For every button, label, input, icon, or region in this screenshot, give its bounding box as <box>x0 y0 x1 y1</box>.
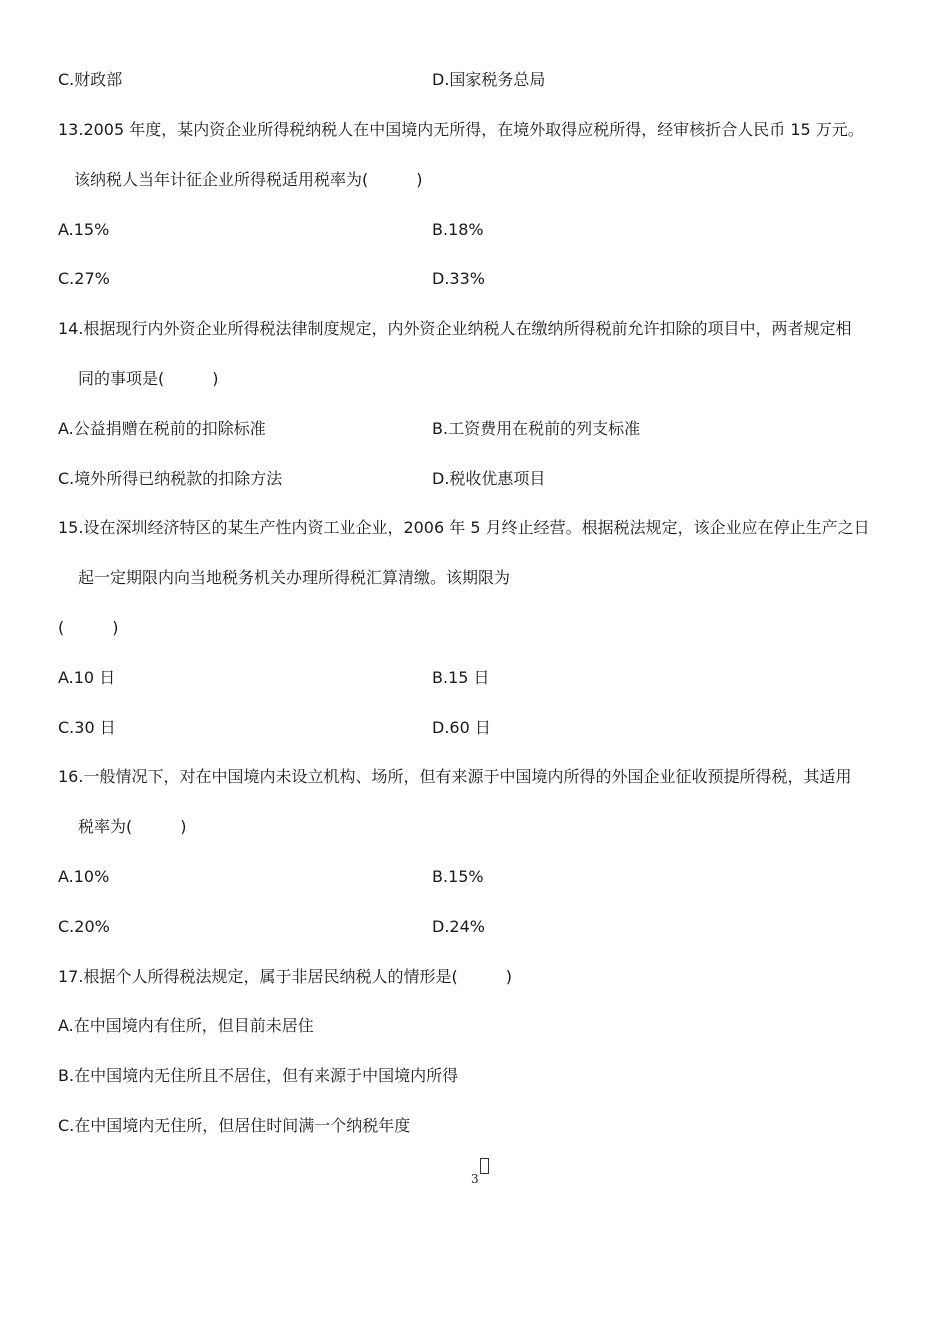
q14-stem-line1: 14.根据现行内外资企业所得税法律制度规定，内外资企业纳税人在缴纳所得税前允许扣除的项目中，两者规定相 <box>58 319 852 338</box>
q13-option-c: C.27% <box>58 269 110 288</box>
q14-stem-line2: 同的事项是( ) <box>78 369 219 388</box>
q13-stem-line1: 13.2005 年度，某内资企业所得税纳税人在中国境内无所得，在境外取得应税所得，经审核折合人民币 15 万元。 <box>58 120 864 139</box>
q14-option-a: A.公益捐赠在税前的扣除标准 <box>58 419 266 438</box>
q16-option-c: C.20% <box>58 917 110 936</box>
q15-stem-line1: 15.设在深圳经济特区的某生产性内资工业企业，2006 年 5 月终止经营。根据税法规定，该企业应在停止生产之日 <box>58 518 870 537</box>
q16-stem-line2: 税率为( ) <box>78 817 187 836</box>
q17-option-b: B.在中国境内无住所且不居住，但有来源于中国境内所得 <box>58 1066 459 1085</box>
q12-option-c: C.财政部 <box>58 70 123 89</box>
q16-option-b: B.15% <box>432 867 484 886</box>
page-number: 3 <box>471 1172 479 1186</box>
q17-option-a: A.在中国境内有住所，但目前未居住 <box>58 1016 314 1035</box>
q15-stem-line2: 起一定期限内向当地税务机关办理所得税汇算清缴。该期限为 <box>78 568 511 587</box>
q17-option-c: C.在中国境内无住所，但居住时间满一个纳税年度 <box>58 1116 411 1135</box>
q13-option-b: B.18% <box>432 220 484 239</box>
q14-option-b: B.工资费用在税前的列支标准 <box>432 419 641 438</box>
q15-option-b: B.15 日 <box>432 668 490 687</box>
q13-option-d: D.33% <box>432 269 485 288</box>
q13-option-a: A.15% <box>58 220 110 239</box>
q12-option-d: D.国家税务总局 <box>432 70 546 89</box>
q16-option-a: A.10% <box>58 867 110 886</box>
q15-option-a: A.10 日 <box>58 668 116 687</box>
q15-option-c: C.30 日 <box>58 718 116 737</box>
q14-option-d: D.税收优惠项目 <box>432 469 546 488</box>
q13-stem-line2: 该纳税人当年计征企业所得税适用税率为( ) <box>74 170 423 189</box>
page-number-box <box>480 1158 489 1174</box>
q16-option-d: D.24% <box>432 917 485 936</box>
q15-stem-line3: ( ) <box>58 618 119 637</box>
q17-stem-line1: 17.根据个人所得税法规定，属于非居民纳税人的情形是( ) <box>58 967 512 986</box>
q14-option-c: C.境外所得已纳税款的扣除方法 <box>58 469 283 488</box>
q16-stem-line1: 16.一般情况下，对在中国境内未设立机构、场所，但有来源于中国境内所得的外国企业征收预提所得税，其适用 <box>58 767 852 786</box>
q15-option-d: D.60 日 <box>432 718 491 737</box>
